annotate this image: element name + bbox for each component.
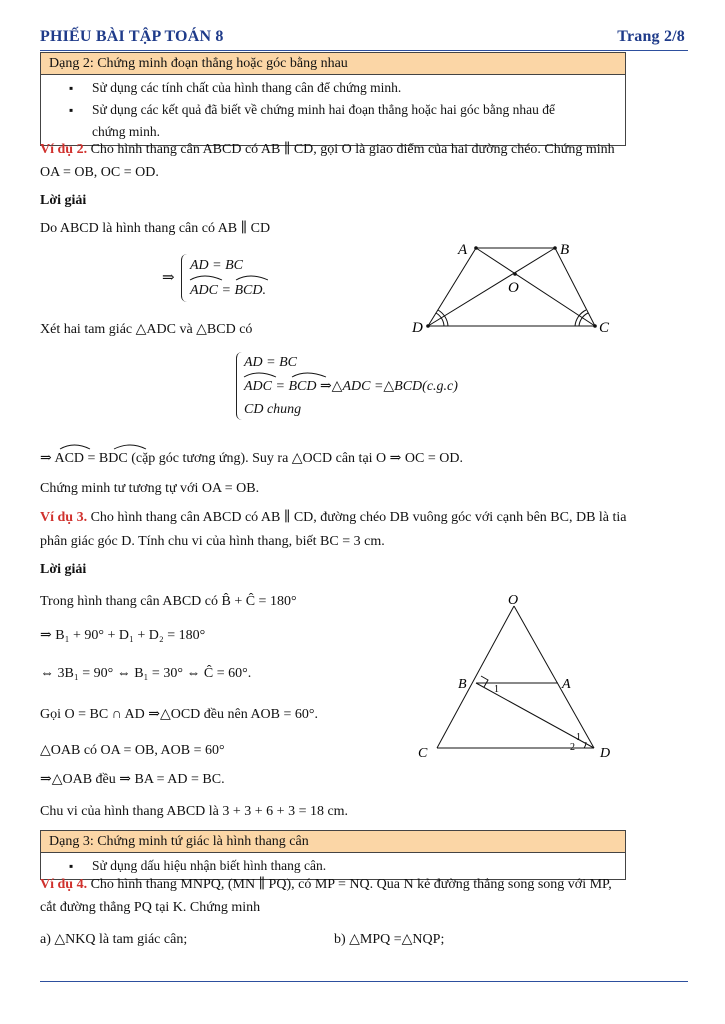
vidu4-part-b: b) △MPQ =△NQP; bbox=[334, 932, 445, 947]
angle-hats-3 bbox=[58, 441, 168, 451]
angle-hats-1 bbox=[188, 272, 268, 282]
vidu2-line2: Xét hai tam giác △ADC và △BCD có bbox=[40, 322, 253, 337]
fig1-label-o: O bbox=[508, 280, 519, 296]
fig2-label-d: D bbox=[600, 746, 611, 761]
page-title: PHIẾU BÀI TẬP TOÁN 8 bbox=[40, 28, 224, 45]
dang3-item-1: ▪ Sử dụng dấu hiệu nhận biết hình thang cân. bbox=[65, 855, 625, 877]
vidu2-sys2-b: ADC = BCD ⇒△ADC =△BCD(c.g.c) bbox=[244, 379, 458, 394]
vidu3-line5: △OAB có OA = OB, AOB = 60° bbox=[40, 743, 225, 758]
vidu3-line6: ⇒△OAB đều ⇒ BA = AD = BC. bbox=[40, 772, 225, 787]
fig2-label-a: A bbox=[562, 677, 571, 692]
vidu2-sys1-a: AD = BC bbox=[190, 258, 243, 273]
vidu3-label: Ví dụ 3. bbox=[40, 510, 88, 525]
vidu3-problem-line1 bbox=[40, 506, 685, 530]
implies-arrow: ⇒ bbox=[162, 270, 175, 286]
vidu3-line3: ⇔ 3B₁ = 90° ⇔ B₁ = 30° ⇔ Ĉ = 60°. bbox=[40, 666, 252, 681]
figure-trapezoid bbox=[408, 232, 618, 342]
vidu3-line1: Trong hình thang cân ABCD có B̂ + Ĉ = 180° bbox=[40, 594, 297, 609]
dang2-item-2-cont: chứng minh. bbox=[92, 124, 161, 139]
vidu3-line4: Gọi O = BC ∩ AD ⇒△OCD đều nên AOB = 60°. bbox=[40, 707, 319, 722]
fig2-label-d1: 1 bbox=[576, 732, 581, 743]
vidu2-problem-text1: Cho hình thang cân ABCD có AB ∥ CD, gọi O là giao điểm của hai đường chéo. Chứng minh bbox=[90, 142, 615, 157]
vidu4-problem-text1: Cho hình thang MNPQ, (MN ∥ PQ), có MP = NQ. Qua N kẻ đường thẳng song song với MP, bbox=[90, 877, 612, 892]
vidu4-part-a: a) △NKQ là tam giác cân; bbox=[40, 932, 188, 947]
fig1-label-a: A bbox=[458, 242, 468, 258]
header-divider bbox=[40, 50, 688, 51]
fig1-label-d: D bbox=[412, 320, 423, 336]
dang2-item-2: ▪ Sử dụng các kết quả đã biết về chứng minh hai đoạn thẳng hoặc hai góc bằng nhau để bbox=[65, 99, 625, 121]
vidu2-sys2-a: AD = BC bbox=[244, 355, 297, 370]
vidu2-problem-line1 bbox=[40, 138, 685, 162]
vidu3-solution-label: Lời giải bbox=[40, 562, 87, 577]
dang2-list bbox=[41, 75, 625, 145]
vidu4-problem-line1 bbox=[40, 873, 685, 897]
fig2-label-o: O bbox=[508, 593, 519, 608]
fig2-label-b: B bbox=[458, 677, 467, 692]
fig2-label-d2: 2 bbox=[570, 742, 575, 753]
footer-divider bbox=[40, 981, 688, 982]
dang2-item-1: ▪ Sử dụng các tính chất của hình thang cân để chứng minh. bbox=[65, 77, 625, 99]
vidu2-problem-line2: OA = OB, OC = OD. bbox=[40, 165, 159, 180]
fig1-label-b: B bbox=[560, 242, 570, 258]
page-number: Trang 2/8 bbox=[617, 28, 685, 45]
dang2-box bbox=[40, 52, 626, 146]
vidu3-line7: Chu vi của hình thang ABCD là 3 + 3 + 6 + 3 = 18 cm. bbox=[40, 804, 349, 819]
figure-triangle bbox=[410, 588, 620, 768]
vidu3-line2: ⇒ B₁ + 90° + D₁ + D₂ = 180° bbox=[40, 628, 206, 643]
vidu2-sys2-c: CD chung bbox=[244, 402, 302, 417]
dang2-title: Dạng 2: Chứng minh đoạn thẳng hoặc góc bằng nhau bbox=[41, 53, 625, 75]
vidu4-problem-line2: cắt đường thẳng PQ tại K. Chứng minh bbox=[40, 900, 261, 915]
vidu2-line4: Chứng minh tư tương tự với OA = OB. bbox=[40, 481, 260, 496]
vidu2-label: Ví dụ 2. bbox=[40, 142, 88, 157]
vidu4-label: Ví dụ 4. bbox=[40, 877, 88, 892]
fig1-label-c: C bbox=[599, 320, 610, 336]
vidu3-problem-line2: phân giác góc D. Tính chu vi của hình thang, biết BC = 3 cm. bbox=[40, 534, 385, 549]
angle-hats-2 bbox=[242, 369, 332, 379]
vidu2-line3: ⇒ ACD = BDC (cặp góc tương ứng). Suy ra △OCD cân tại O ⇒ OC = OD. bbox=[40, 451, 463, 466]
fig2-label-b1: 1 bbox=[494, 684, 499, 695]
vidu2-solution-label: Lời giải bbox=[40, 193, 87, 208]
vidu2-line1: Do ABCD là hình thang cân có AB ∥ CD bbox=[40, 221, 271, 236]
dang3-title: Dạng 3: Chứng minh tứ giác là hình thang cân bbox=[41, 831, 625, 853]
vidu3-problem-text1: Cho hình thang cân ABCD có AB ∥ CD, đường chéo DB vuông góc với cạnh bên BC, DB là tia bbox=[90, 510, 627, 525]
fig2-label-c: C bbox=[418, 746, 428, 761]
vidu2-sys1-b: ADC = BCD. bbox=[190, 283, 266, 298]
